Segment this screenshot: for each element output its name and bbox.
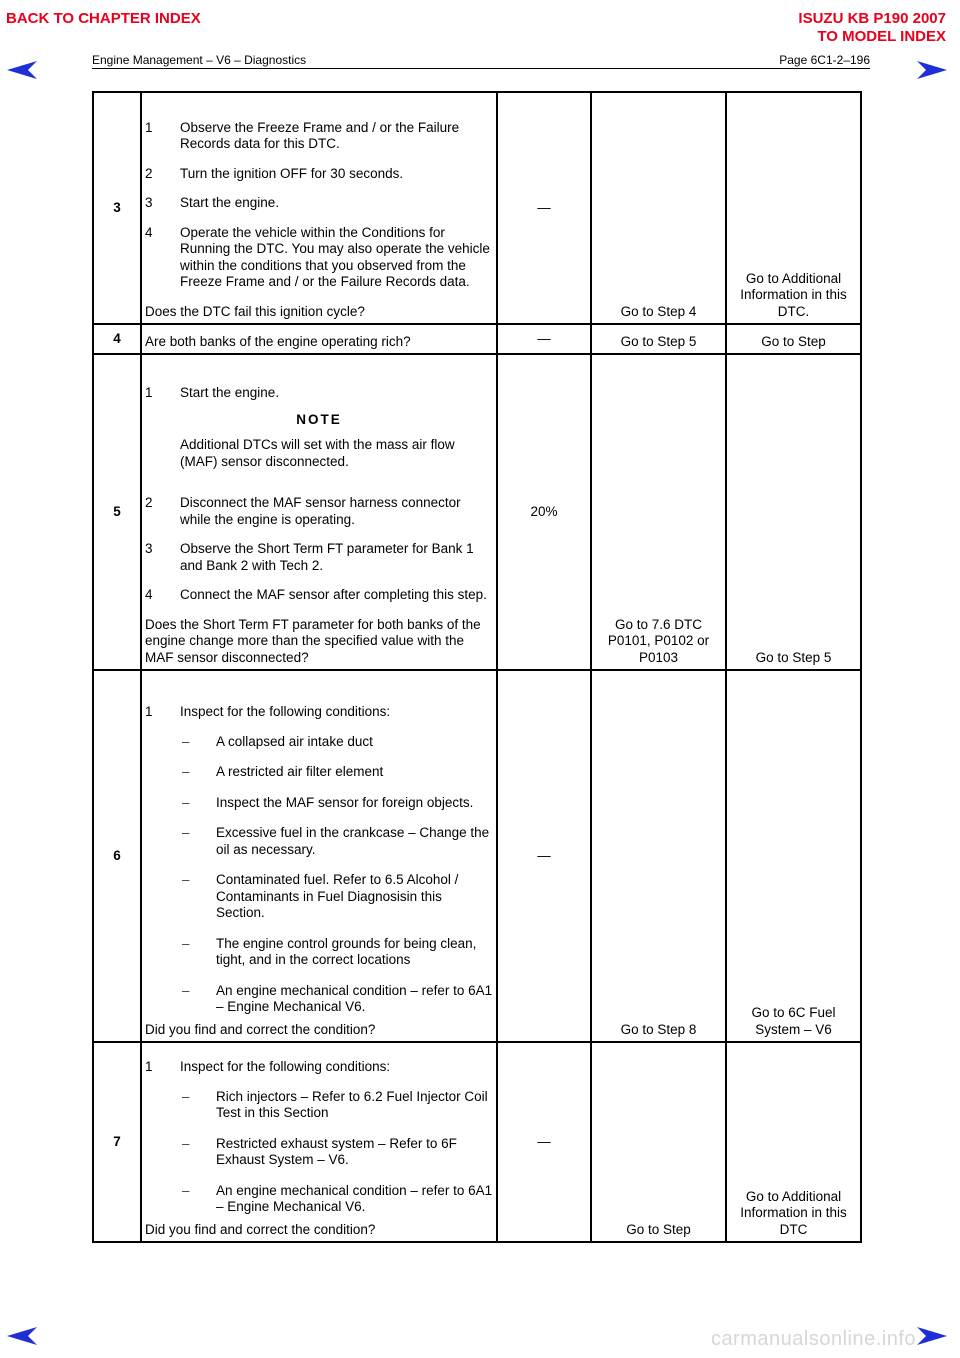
step-no-link[interactable]: Go to Step — [726, 324, 861, 354]
list-item: – Contaminated fuel. Refer to 6.5 Alcohol / Contaminants in Fuel Diagnosisin this Section. — [182, 872, 459, 920]
list-item: – An engine mechanical condition – refer to 6A1 – Engine Mechanical V6. — [182, 1182, 493, 1214]
step-action — [141, 324, 497, 354]
page-number: Page 6C1-2–196 — [779, 53, 870, 67]
step-no-link[interactable]: Go to Additional Information in this DTC — [726, 1042, 861, 1242]
table-row — [93, 1042, 861, 1242]
watermark: carmanualsonline.info — [710, 1328, 916, 1350]
back-to-chapter-index-link[interactable]: BACK TO CHAPTER INDEX — [6, 10, 201, 27]
step-number: 4 — [93, 324, 141, 354]
step-yes-link[interactable]: Go to Step 4 — [591, 92, 726, 324]
list-item: – An engine mechanical condition – refer to 6A1 – Engine Mechanical V6. — [182, 982, 493, 1014]
list-item: 3 Start the engine. — [145, 195, 280, 210]
list-item: – The engine control grounds for being clean, tight, and in the correct locations — [182, 935, 477, 967]
step-yes-link[interactable]: Go to Step — [591, 1042, 726, 1242]
list-item: 4 Connect the MAF sensor after completing this step. — [145, 587, 487, 602]
list-item: – A collapsed air intake duct — [182, 733, 373, 749]
step-yes-link[interactable]: Go to 7.6 DTC P0101, P0102 or P0103 — [591, 354, 726, 670]
step-number: 6 — [93, 670, 141, 1042]
list-item: 3 Observe the Short Term FT parameter for Bank 1 and Bank 2 with Tech 2. — [145, 541, 474, 573]
table-row — [93, 324, 861, 354]
step-action — [141, 92, 497, 324]
list-item: – Restricted exhaust system – Refer to 6F Exhaust System – V6. — [182, 1135, 457, 1167]
diagnostic-table — [92, 91, 862, 1243]
arrow-left-icon[interactable] — [6, 1326, 38, 1346]
step-yes-link[interactable]: Go to Step 8 — [591, 670, 726, 1042]
to-model-index-link[interactable]: TO MODEL INDEX — [817, 28, 946, 45]
model-title: ISUZU KB P190 2007 — [798, 10, 946, 27]
step-value: — — [497, 324, 591, 354]
list-item: 1 Start the engine. — [145, 385, 280, 400]
step-action — [141, 1042, 497, 1242]
list-item: 1 Inspect for the following conditions: — [145, 1059, 391, 1074]
step-action — [141, 670, 497, 1042]
list-item: 1 Observe the Freeze Frame and / or the Failure Records data for this DTC. — [145, 119, 460, 151]
list-item: 4 Operate the vehicle within the Conditions for Running the DTC. You may also operate the vehicle within the conditions that you observed from the Freeze Frame and / or the Failure Records data. — [145, 224, 490, 289]
step-value: — — [497, 1042, 591, 1242]
table-row — [93, 670, 861, 1042]
step-number: 5 — [93, 354, 141, 670]
model-index-header[interactable] — [798, 10, 946, 46]
list-item: – A restricted air filter element — [182, 764, 384, 779]
step-number: 7 — [93, 1042, 141, 1242]
step-no-link[interactable]: Go to Additional Information in this DTC. — [726, 92, 861, 324]
step-action — [141, 354, 497, 670]
page-header-title: Engine Management – V6 – Diagnostics — [92, 53, 307, 67]
step-number: 3 — [93, 92, 141, 324]
step-question: Does the DTC fail this ignition cycle? — [145, 303, 365, 319]
step-no-link[interactable]: Go to 6C Fuel System – V6 — [726, 670, 861, 1042]
list-item: – Inspect the MAF sensor for foreign objects. — [182, 794, 474, 810]
step-question: Did you find and correct the condition? — [145, 1021, 376, 1037]
table-row — [93, 354, 861, 670]
list-item: 2 Turn the ignition OFF for 30 seconds. — [145, 165, 404, 181]
step-question: Are both banks of the engine operating rich? — [145, 333, 411, 349]
step-value: — — [497, 92, 591, 324]
arrow-right-icon[interactable] — [916, 60, 948, 80]
step-no-link[interactable]: Go to Step 5 — [726, 354, 861, 670]
list-item: – Rich injectors – Refer to 6.2 Fuel Injector Coil Test in this Section — [182, 1088, 488, 1120]
note-text: Additional DTCs will set with the mass air flow (MAF) sensor disconnected. — [180, 437, 455, 469]
header-divider — [92, 68, 870, 69]
arrow-right-icon[interactable] — [916, 1326, 948, 1346]
step-value: 20% — [497, 354, 591, 670]
step-question: Did you find and correct the condition? — [145, 1221, 376, 1237]
list-item: 1 Inspect for the following conditions: — [145, 704, 391, 719]
note-heading: NOTE — [296, 411, 342, 427]
arrow-left-icon[interactable] — [6, 60, 38, 80]
step-yes-link[interactable]: Go to Step 5 — [591, 324, 726, 354]
step-value: — — [497, 670, 591, 1042]
table-row — [93, 92, 861, 324]
list-item: – Excessive fuel in the crankcase – Change the oil as necessary. — [182, 825, 490, 857]
step-question: Does the Short Term FT parameter for both banks of the engine change more than the specified value with the MAF sensor disconnected? — [145, 616, 481, 665]
list-item: 2 Disconnect the MAF sensor harness connector while the engine is operating. — [145, 495, 461, 527]
